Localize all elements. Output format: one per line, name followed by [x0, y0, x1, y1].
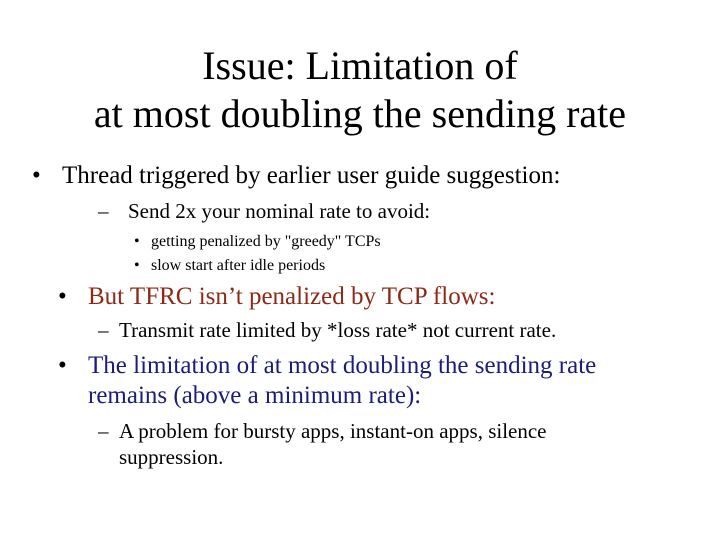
bullet-1-dash: –	[98, 199, 109, 223]
title-line-1: Issue: Limitation of	[202, 43, 518, 88]
bullet-dot-2: •	[58, 283, 67, 310]
bullet-1-sub-dot-2: •	[134, 257, 140, 274]
bullet-3-text-line-1: The limitation of at most doubling the sending rate	[88, 352, 597, 379]
bullet-3-sub-line-2: suppression.	[119, 445, 224, 469]
bullet-dot-3: •	[58, 352, 67, 379]
bullet-1-sub-item-2: slow start after idle periods	[151, 257, 326, 274]
bullet-1-sub-dot-1: •	[134, 233, 140, 250]
title-line-2: at most doubling the sending rate	[93, 91, 627, 136]
bullet-2-text: But TFRC isn’t penalized by TCP flows:	[88, 283, 496, 310]
bullet-1-sub-item-1: getting penalized by "greedy" TCPs	[151, 233, 381, 250]
bullet-2-dash: –	[98, 318, 109, 342]
bullet-1-text: Thread triggered by earlier user guide suggestion:	[62, 162, 561, 189]
slide-title	[0, 42, 720, 138]
bullet-2-sub-text: Transmit rate limited by *loss rate* not current rate.	[119, 318, 557, 342]
bullet-1-sub-text: Send 2x your nominal rate to avoid:	[128, 199, 431, 223]
bullet-3-sub-line-1: A problem for bursty apps, instant-on apps, silence	[119, 419, 547, 443]
bullet-3-text-line-2: remains (above a minimum rate):	[88, 382, 422, 409]
bullet-dot-1: •	[32, 162, 41, 189]
bullet-3-dash: –	[98, 419, 109, 443]
